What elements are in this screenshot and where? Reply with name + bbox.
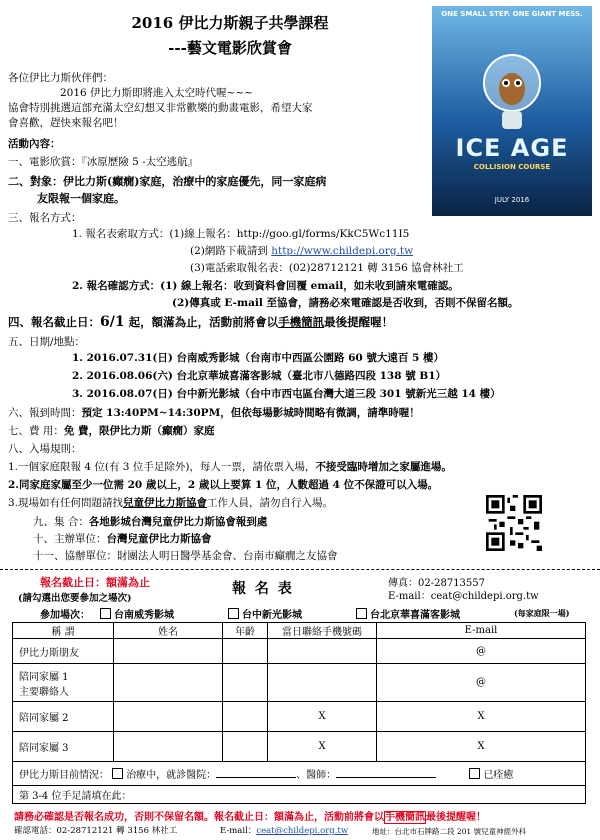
item-7-value: 免 費，限伊比力斯（癲癇）家庭 (63, 425, 215, 437)
email-cell-4: X (377, 732, 586, 762)
age-cell-4[interactable] (223, 732, 268, 762)
venue-option-taichung-label: 台中新光影城 (242, 610, 302, 621)
rule-3-org: 兒童伊比力斯協會 (123, 497, 208, 509)
venue-3: 台中新光影城（台中市西屯區台灣大道三段 301 號新光三越 14 樓） (176, 388, 501, 400)
col-age: 年齡 (223, 623, 268, 639)
date-row-3 (72, 388, 501, 401)
rule-2: 2.同家庭家屬至少一位需 20 歲以上，2 歲以上要算 1 位，人數超過 4 位不保證可以入場。 (8, 479, 439, 491)
item-10-label: 十、主辦單位： (33, 533, 107, 545)
form-email-value: ceat@childepi.org.tw (430, 591, 539, 602)
col-email: E-mail (377, 623, 586, 639)
item-4-post: ，活動前將會以 (197, 315, 279, 329)
phone-cell-3: X (268, 702, 377, 732)
cut-line (0, 569, 600, 570)
phone-cell-2[interactable] (268, 664, 377, 702)
venue-2: 台北京華城喜滿客影城（臺北市八德路四段 138 號 B1） (176, 370, 447, 382)
qr-code-icon (486, 495, 542, 551)
venue-1: 台南威秀影城（台南市中西區公園路 60 號大遠百 5 樓） (176, 352, 445, 364)
date-2: 2. 2016.08.06(六) (72, 370, 173, 382)
date-row-2 (72, 370, 446, 383)
status-doctor: 、醫師： (296, 770, 337, 781)
item-3-4: 2. 報名確認方式：(1) 線上報名：收到資料會回覆 email，如未收到請來電確認。 (72, 280, 459, 292)
venue-option-taipei-label: 台北京華喜滿客影城 (370, 610, 460, 621)
registration-table (12, 622, 586, 804)
item-10 (33, 533, 212, 546)
checkbox-cured[interactable] (469, 768, 480, 779)
rule-1 (8, 461, 452, 474)
venue-note: (每家庭限一場) (514, 608, 570, 618)
page-subtitle: ---藝文電影欣賞會 (168, 39, 292, 57)
item-5: 五、日期/地點： (8, 336, 86, 348)
name-cell-3[interactable] (114, 702, 223, 732)
bottom-warning (14, 808, 486, 823)
status-row (13, 762, 586, 786)
table-row (13, 639, 586, 664)
footer-email-link[interactable]: ceat@childepi.org.tw (256, 826, 349, 836)
email-cell-2[interactable]: @ (377, 664, 586, 702)
row-label-2 (13, 664, 114, 702)
bottom-warning-text: 請務必確認是否報名成功，否則不保留名額。報名截止日：額滿為止，活動前將會以 (14, 812, 384, 823)
status-treatment: 治療中，就診醫院： (126, 770, 217, 781)
intro-line3: 會喜歡，趕快來報名吧！ (8, 117, 124, 129)
item-1: 一、電影欣賞：『冰原歷險 5 -太空逃航』 (8, 156, 199, 168)
childepi-link[interactable]: http://www.childepi.org.tw (271, 245, 414, 257)
venue-option-taichung[interactable] (228, 606, 302, 621)
rule-3 (8, 497, 333, 510)
name-cell-4[interactable] (114, 732, 223, 762)
item-9-value: 各地影城台灣兒童伊比力斯協會報到處 (88, 516, 268, 528)
item-9 (33, 516, 267, 529)
date-3: 3. 2016.08.07(日) (72, 388, 173, 400)
item-2a: 二、對象：伊比力斯(癲癇)家庭，治療中的家庭優先，同一家庭病 (8, 175, 327, 188)
table-row (13, 786, 586, 804)
checkbox-treatment[interactable] (112, 768, 123, 779)
item-4-label: 四、報名截止日： (8, 315, 100, 329)
footer-email (220, 824, 348, 836)
form-email (388, 587, 539, 602)
item-7-label: 七、費 用： (8, 425, 64, 437)
item-6-value: 預定 13:40PM~14:30PM，但依每場影城時間略有微調，請準時喔！ (81, 407, 420, 419)
row-label-2a: 陪同家屬 1 (19, 671, 69, 683)
name-cell-2[interactable] (114, 664, 223, 702)
checkbox-taipei[interactable] (356, 608, 367, 619)
item-11: 十一、協辦單位：財團法人明日醫學基金會、台南市癲癇之友協會 (33, 550, 338, 562)
form-title: 報 名 表 (232, 581, 294, 597)
phone-cell-4: X (268, 732, 377, 762)
hospital-field[interactable] (216, 777, 296, 778)
poster-sub: COLLISION COURSE (473, 163, 551, 171)
footer-address: 地址：台北市石牌路二段 201 號兒童神經外科 (372, 827, 527, 836)
bottom-warning-sms: 手機簡訊 (385, 812, 425, 823)
greeting: 各位伊比力斯伙伴們： (8, 72, 113, 84)
age-cell-1[interactable] (223, 639, 268, 664)
table-row (13, 702, 586, 732)
date-1: 1. 2016.07.31(日) (72, 352, 173, 364)
item-6-label: 六、報到時間： (8, 407, 82, 419)
intro-line2: 協會特別挑選這部充滿太空幻想又非常歡樂的動畫電影，希望大家 (8, 102, 313, 114)
rule-1-text: 1.一個家庭限報 4 位(有 3 位手足除外)，每人一票，請依票入場， (8, 461, 316, 473)
item-6 (8, 407, 420, 420)
item-9-label: 九、集 合： (33, 516, 89, 528)
item-3-2-label: (2)網路下載請到 (190, 245, 268, 257)
content-heading: 活動內容： (8, 138, 61, 150)
footer-phone: 確認電話：02-28712121 轉 3156 林社工 (14, 826, 178, 836)
row-label-1: 伊比力斯朋友 (13, 639, 114, 664)
col-title: 稱 謂 (13, 623, 114, 639)
item-3: 三、報名方式： (8, 212, 82, 224)
checkbox-taichung[interactable] (228, 608, 239, 619)
col-phone: 當日聯絡手機號碼 (268, 623, 377, 639)
poster-logo: ICE AGE (455, 134, 569, 162)
row-label-3: 陪同家屬 2 (13, 702, 114, 732)
venue-option-tainan[interactable] (100, 606, 174, 621)
rule-3-post: 工作人員，請勿自行入場。 (207, 497, 334, 509)
item-2b: 友限報一個家庭。 (37, 192, 125, 205)
phone-cell-1[interactable] (268, 639, 377, 664)
checkbox-tainan[interactable] (100, 608, 111, 619)
item-3-2 (190, 245, 413, 258)
footer-email-label: E-mail： (220, 826, 257, 836)
rule-3-text: 3.現場如有任何問題請找 (8, 497, 124, 509)
deadline-note: 報名截止日：額滿為止 (40, 576, 150, 589)
table-row (13, 664, 586, 702)
age-cell-3[interactable] (223, 702, 268, 732)
intro-line1: 2016 伊比力斯即將進入太空時代喔~~~ (60, 87, 253, 99)
item-3-1: 1. 報名表索取方式：(1)線上報名：http://goo.gl/forms/KkC5Wc11I5 (72, 228, 410, 240)
page-title: 2016 伊比力斯親子共學課程 (131, 14, 329, 32)
venue-option-tainan-label: 台南威秀影城 (114, 610, 174, 621)
row-label-4: 陪同家屬 3 (13, 732, 114, 762)
squirrel-helmet-icon (477, 51, 547, 131)
item-4-mid: 起，額滿為止 (124, 315, 198, 329)
fax-number: 傳真：02-28713557 (388, 578, 486, 589)
poster-tagline: ONE SMALL STEP. ONE GIANT MESS. (441, 10, 583, 18)
venue-option-taipei[interactable] (356, 606, 460, 621)
sibling-row[interactable]: 第 3-4 位手足請填在此： (13, 786, 586, 804)
col-name: 姓名 (114, 623, 223, 639)
doctor-field[interactable] (336, 777, 436, 778)
name-cell-1[interactable] (114, 639, 223, 664)
choose-note: (請勾選出您要參加之場次) (18, 593, 132, 604)
age-cell-2[interactable] (223, 664, 268, 702)
movie-poster (432, 6, 592, 216)
item-3-5: (2)傳真或 E-mail 至協會，請務必來電確認是否收到，否則不保留名額。 (172, 297, 519, 309)
item-3-3: (3)電話索取報名表：(02)28712121 轉 3156 協會林社工 (190, 262, 464, 274)
bottom-warning-end: 最後提醒喔！ (426, 812, 486, 823)
status-label: 伊比力斯目前情況： (19, 770, 109, 781)
date-row-1 (72, 352, 444, 365)
status-cured: 已痊癒 (483, 770, 514, 781)
rule-1-bold: 不接受臨時增加之家屬進場。 (315, 461, 452, 473)
table-row (13, 762, 586, 786)
venue-label: 參加場次： (40, 610, 90, 621)
item-8: 八、入場規則： (8, 443, 82, 455)
item-4 (8, 316, 393, 329)
email-cell-3: X (377, 702, 586, 732)
item-4-date: 6/1 (100, 314, 125, 330)
venue-select-row (40, 606, 90, 621)
row-label-2b: 主要聯絡人 (19, 686, 69, 698)
poster-date: JULY 2016 (494, 196, 530, 204)
table-row (13, 732, 586, 762)
email-cell-1[interactable]: @ (377, 639, 586, 664)
item-10-value: 台灣兒童伊比力斯協會 (106, 533, 212, 545)
item-7 (8, 425, 215, 438)
form-email-label: E-mail： (388, 591, 431, 602)
item-4-end: 最後提醒喔！ (324, 315, 394, 329)
item-4-sms: 手機簡訊 (278, 315, 325, 329)
